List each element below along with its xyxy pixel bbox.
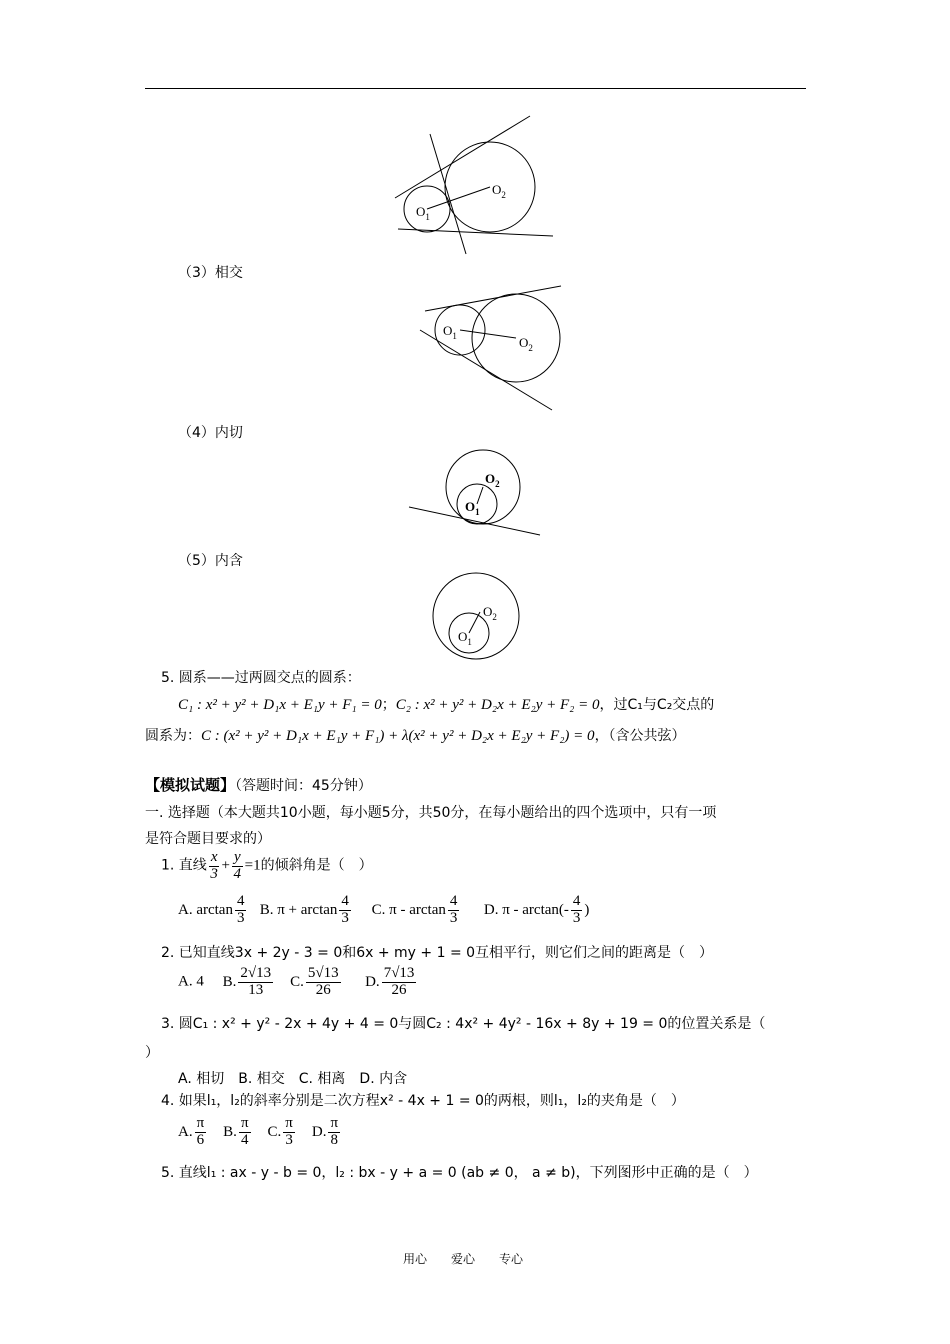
mock-heading: 【模拟试题】 xyxy=(145,776,236,794)
equation-c1: C₁ : x² + y² + D₁x + E₁y + F₁ = 0 xyxy=(178,697,382,713)
label-o1: $O_1$ xyxy=(416,204,430,222)
mock-time: （答题时间：45分钟） xyxy=(235,778,372,794)
heading-internal-tangent: （4）内切 xyxy=(178,425,243,441)
heading-contain: （5）内含 xyxy=(178,553,243,569)
question-2: 2. 已知直线3x + 2y - 3 = 0和6x + my + 1 = 0互相平行，则它们之间的距离是（ ） xyxy=(161,945,714,961)
question-2-options xyxy=(178,966,418,999)
option-a: A. $\frac{\pi}{6}$ xyxy=(178,1115,205,1148)
option-c: C. $\frac{\pi}{3}$ xyxy=(267,1115,293,1148)
label-o1: $O_1$ xyxy=(443,323,457,341)
equation-family: C : (x² + y² + D₁x + E₁y + F₁) + λ(x² + y² + D₂x + E₂y + F₂) = 0 xyxy=(201,728,595,744)
circle-system-line2: 圆系为：C : (x² + y² + D₁x + E₁y + F₁) + λ(x² + y² + D₂x + E₂y + F₂) = 0，（含公共弦） xyxy=(145,728,686,744)
option-b: B. π + arctan $\frac{4}{3}$ xyxy=(259,893,349,926)
center-line xyxy=(469,612,480,633)
label-o2: $O_2$ xyxy=(492,182,506,200)
option-c: C. $\frac{5√13}{26}$ xyxy=(290,965,339,998)
circle-system-line1: C₁ : x² + y² + D₁x + E₁y + F₁ = 0；C₂ : x² + y² + D₂x + E₂y + F₂ = 0，过C₁与C₂交点的 xyxy=(178,697,715,713)
page-footer: 用心 爱心 专心 xyxy=(403,1252,524,1266)
circle-system-title: 5. 圆系——过两圆交点的圆系： xyxy=(161,670,361,686)
question-3-continuation: ） xyxy=(145,1045,159,1061)
question-1: 1. 直线 $\frac{x}{3}$ + $\frac{y}{4}$ =1的倾斜角是（ ） xyxy=(161,849,373,882)
option-a: A. 4 xyxy=(178,973,204,990)
figure-contained xyxy=(430,570,524,662)
option-d: D. $\frac{7√13}{26}$ xyxy=(365,965,415,998)
circle-o2 xyxy=(433,573,519,659)
label-o2: $O_2$ xyxy=(519,335,533,353)
heading-intersect: （3）相交 xyxy=(178,265,243,281)
option-b: B. $\frac{2√13}{13}$ xyxy=(222,965,272,998)
label-o2: $O_2$ xyxy=(483,604,497,622)
tangent-line-top xyxy=(425,286,561,311)
center-line xyxy=(427,187,490,209)
mock-heading-row xyxy=(145,774,372,795)
question-4: 4. 如果l₁，l₂的斜率分别是二次方程x² - 4x + 1 = 0的两根，则l₁，l₂的夹角是（ ） xyxy=(161,1093,685,1109)
header-rule xyxy=(145,88,806,89)
option-c: C. π - arctan $\frac{4}{3}$ xyxy=(371,893,458,926)
question-4-options xyxy=(178,1116,342,1149)
tangent-line-bottom xyxy=(420,330,552,410)
question-3: 3. 圆C₁ : x² + y² - 2x + 4y + 4 = 0与圆C₂ : 4x² + 4y² - 16x + 8y + 19 = 0的位置关系是（ xyxy=(161,1016,766,1032)
figure-internal-tangent xyxy=(405,446,545,538)
label-o1: $O_1$ xyxy=(458,629,472,647)
figure-external-tangent xyxy=(390,112,560,257)
equation-c2: C₂ : x² + y² + D₂x + E₂y + F₂ = 0 xyxy=(395,697,600,713)
tangent-line-top xyxy=(395,116,530,198)
label-o1: $O_1$ xyxy=(465,499,480,517)
question-3-options: A. 相切 B. 相交 C. 相离 D. 内含 xyxy=(178,1071,408,1087)
question-1-options xyxy=(178,894,589,927)
section-instruction-line2: 是符合题目要求的） xyxy=(145,831,271,847)
section-instruction-line1: 一. 选择题（本大题共10小题，每小题5分，共50分，在每小题给出的四个选项中，只有一项 xyxy=(145,805,717,821)
figure-intersecting xyxy=(415,282,565,414)
label-o2: $O_2$ xyxy=(485,471,500,489)
option-d: D. π - arctan(- $\frac{4}{3}$ ) xyxy=(483,893,590,926)
center-line xyxy=(460,330,516,338)
question-5: 5. 直线l₁ : ax - y - b = 0，l₂ : bx - y + a = 0 (ab ≠ 0， a ≠ b)，下列图形中正确的是（ ） xyxy=(161,1165,758,1181)
tangent-line-internal xyxy=(430,134,466,254)
option-b: B. $\frac{\pi}{4}$ xyxy=(223,1115,249,1148)
center-line xyxy=(477,487,483,504)
option-a: A. arctan $\frac{4}{3}$ xyxy=(178,893,245,926)
option-d: D. $\frac{\pi}{8}$ xyxy=(311,1115,339,1148)
